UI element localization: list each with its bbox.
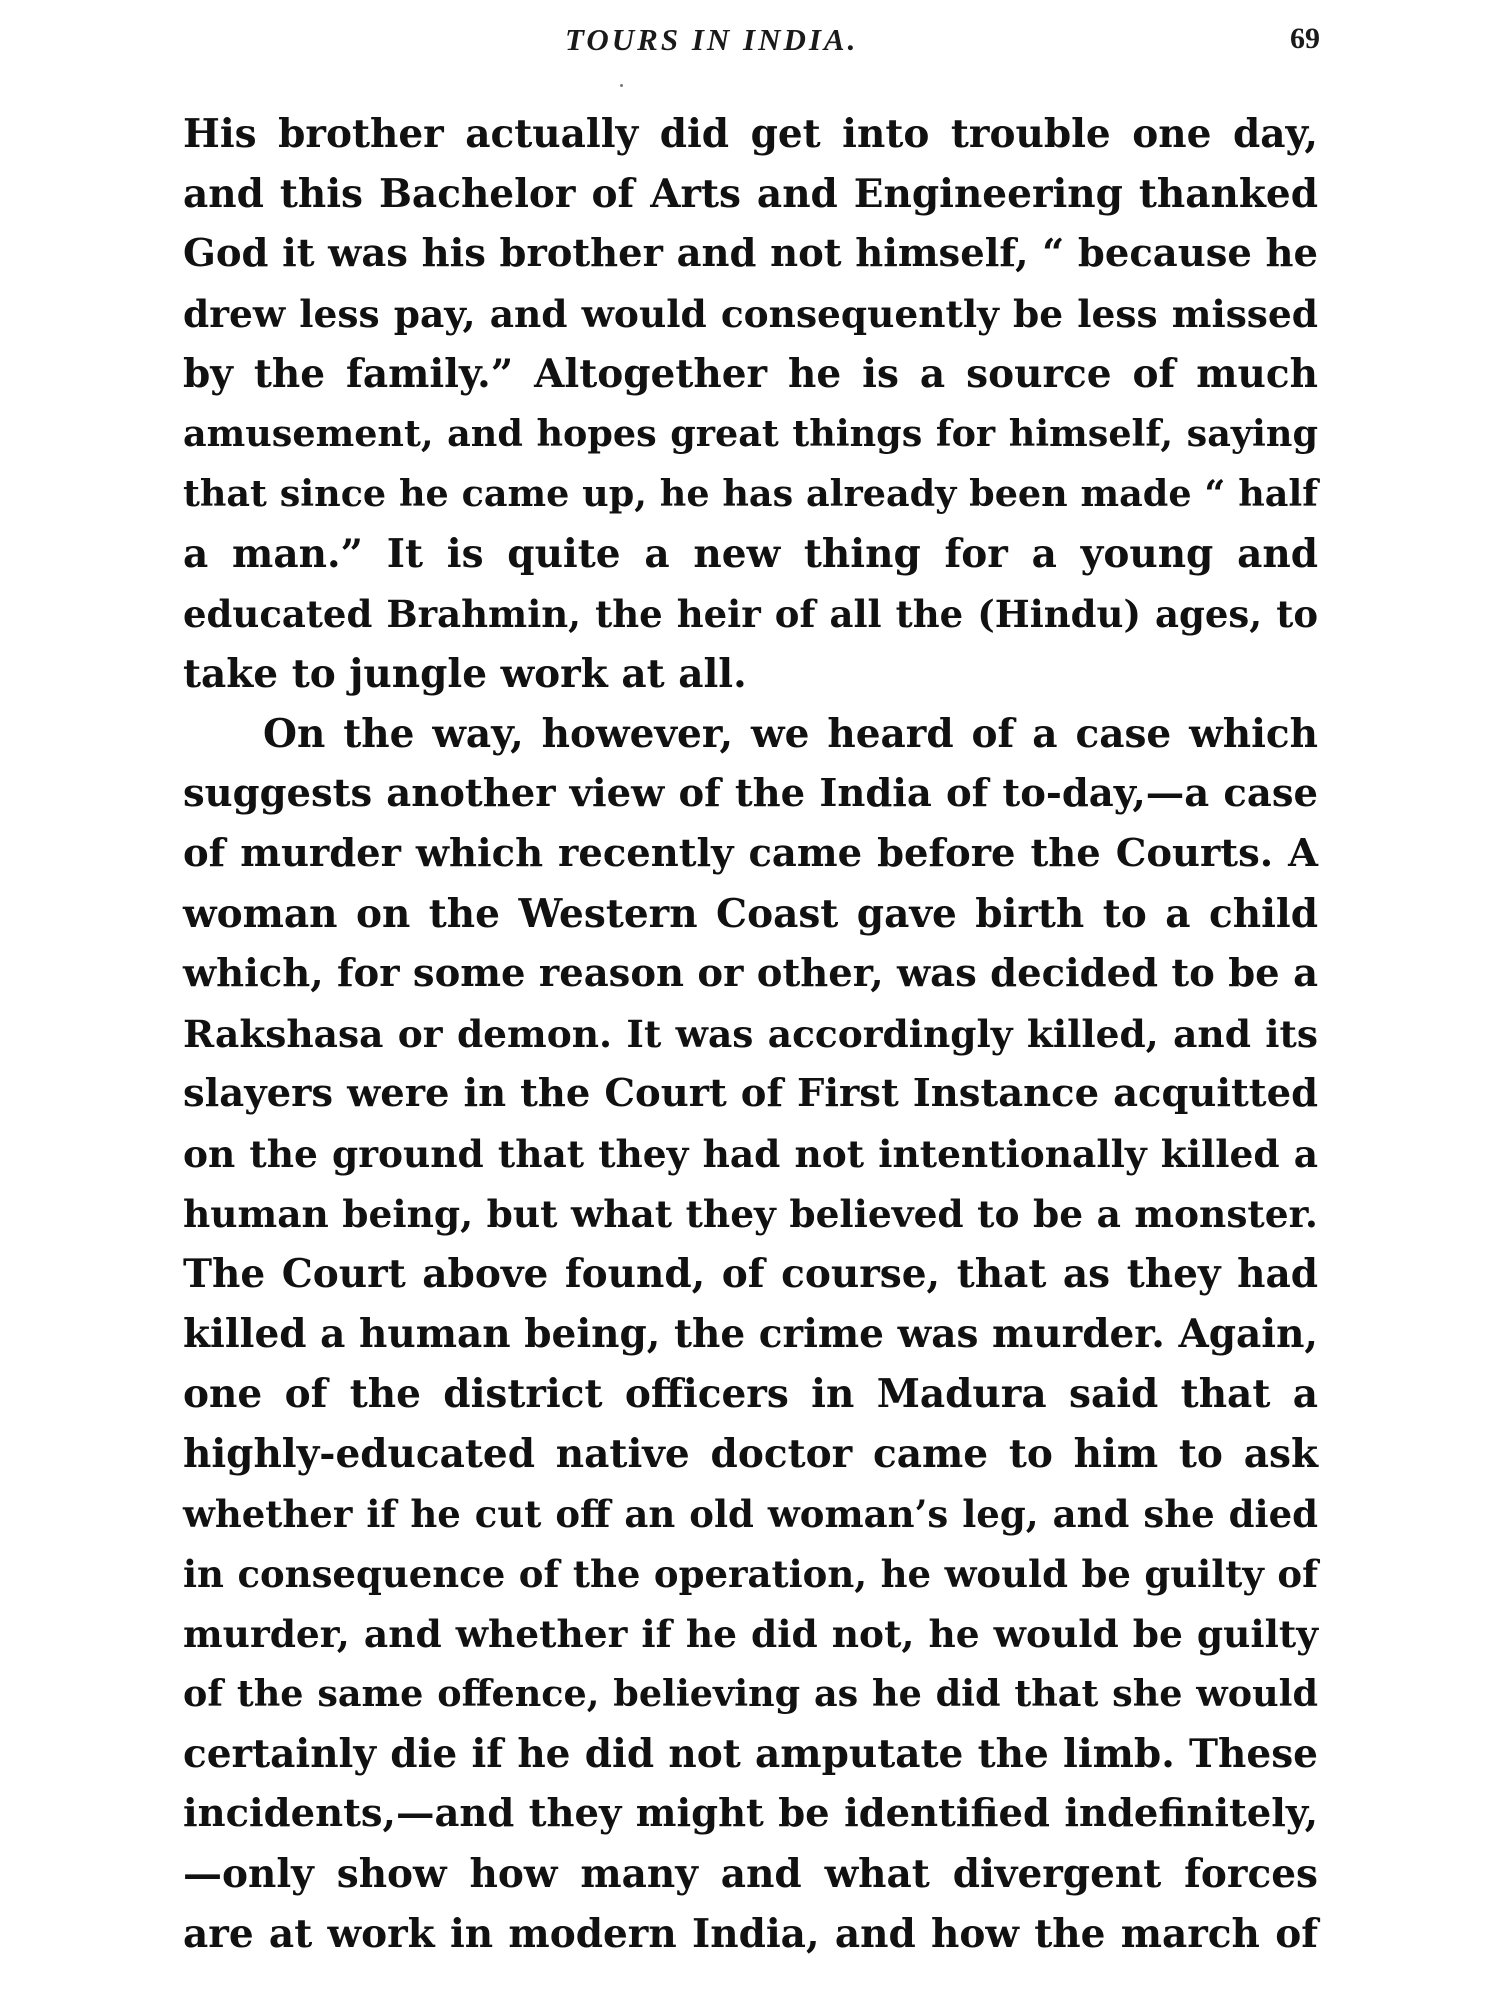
text-line: —only show how many and what divergent forces <box>183 1851 1318 1897</box>
text-line: take to jungle work at all. <box>183 651 747 697</box>
text-line: human being, but what they believed to be a monster. <box>183 1192 1318 1236</box>
text-line: His brother actually did get into trouble one day, <box>183 111 1318 157</box>
text-line: highly-educated native doctor came to him to ask <box>183 1431 1318 1477</box>
running-title: TOURS IN INDIA. <box>565 22 859 57</box>
text-line: that since he came up, he has already been made “ half <box>183 472 1318 515</box>
text-line: one of the district officers in Madura said that a <box>183 1371 1318 1417</box>
text-line: in consequence of the operation, he would be guilty of <box>183 1552 1318 1596</box>
paragraph-1 <box>183 104 1318 704</box>
text-line: whether if he cut off an old woman’s leg, and she died <box>183 1492 1318 1536</box>
text-line: God it was his brother and not himself, “ because he <box>183 231 1318 276</box>
text-line: certainly die if he did not amputate the limb. These <box>183 1731 1318 1777</box>
text-line: slayers were in the Court of First Instance acquitted <box>183 1071 1318 1116</box>
paragraph-2 <box>183 704 1318 1964</box>
text-line: suggests another view of the India of to-day,—a case <box>183 771 1318 816</box>
text-line: drew less pay, and would consequently be less missed <box>183 292 1318 336</box>
text-line: woman on the Western Coast gave birth to a child <box>183 891 1318 937</box>
text-line: on the ground that they had not intentionally killed a <box>183 1132 1318 1176</box>
text-line: amusement, and hopes great things for himself, saying <box>183 412 1318 455</box>
text-line: are at work in modern India, and how the march of <box>183 1911 1318 1957</box>
text-line: Rakshasa or demon. It was accordingly killed, and its <box>183 1012 1318 1056</box>
text-line: which, for some reason or other, was decided to be a <box>183 951 1319 996</box>
text-line: killed a human being, the crime was murder. Again, <box>183 1311 1318 1357</box>
text-line: incidents,—and they might be identified indefinitely, <box>183 1791 1318 1836</box>
text-line: The Court above found, of course, that as they had <box>183 1251 1318 1297</box>
page-number: 69 <box>1290 22 1320 55</box>
text-line: On the way, however, we heard of a case which <box>263 711 1318 757</box>
text-line: a man.” It is quite a new thing for a young and <box>183 531 1318 577</box>
text-line: murder, and whether if he did not, he would be guilty <box>183 1612 1318 1656</box>
body-text <box>183 104 1318 1964</box>
text-line: educated Brahmin, the heir of all the (Hindu) ages, to <box>183 592 1318 636</box>
print-speck <box>620 84 623 87</box>
text-line: and this Bachelor of Arts and Engineering thanked <box>183 171 1318 217</box>
text-line: by the family.” Altogether he is a source of much <box>183 351 1318 397</box>
text-line: of murder which recently came before the Courts. A <box>183 831 1318 876</box>
text-line: of the same offence, believing as he did that she would <box>183 1672 1318 1715</box>
